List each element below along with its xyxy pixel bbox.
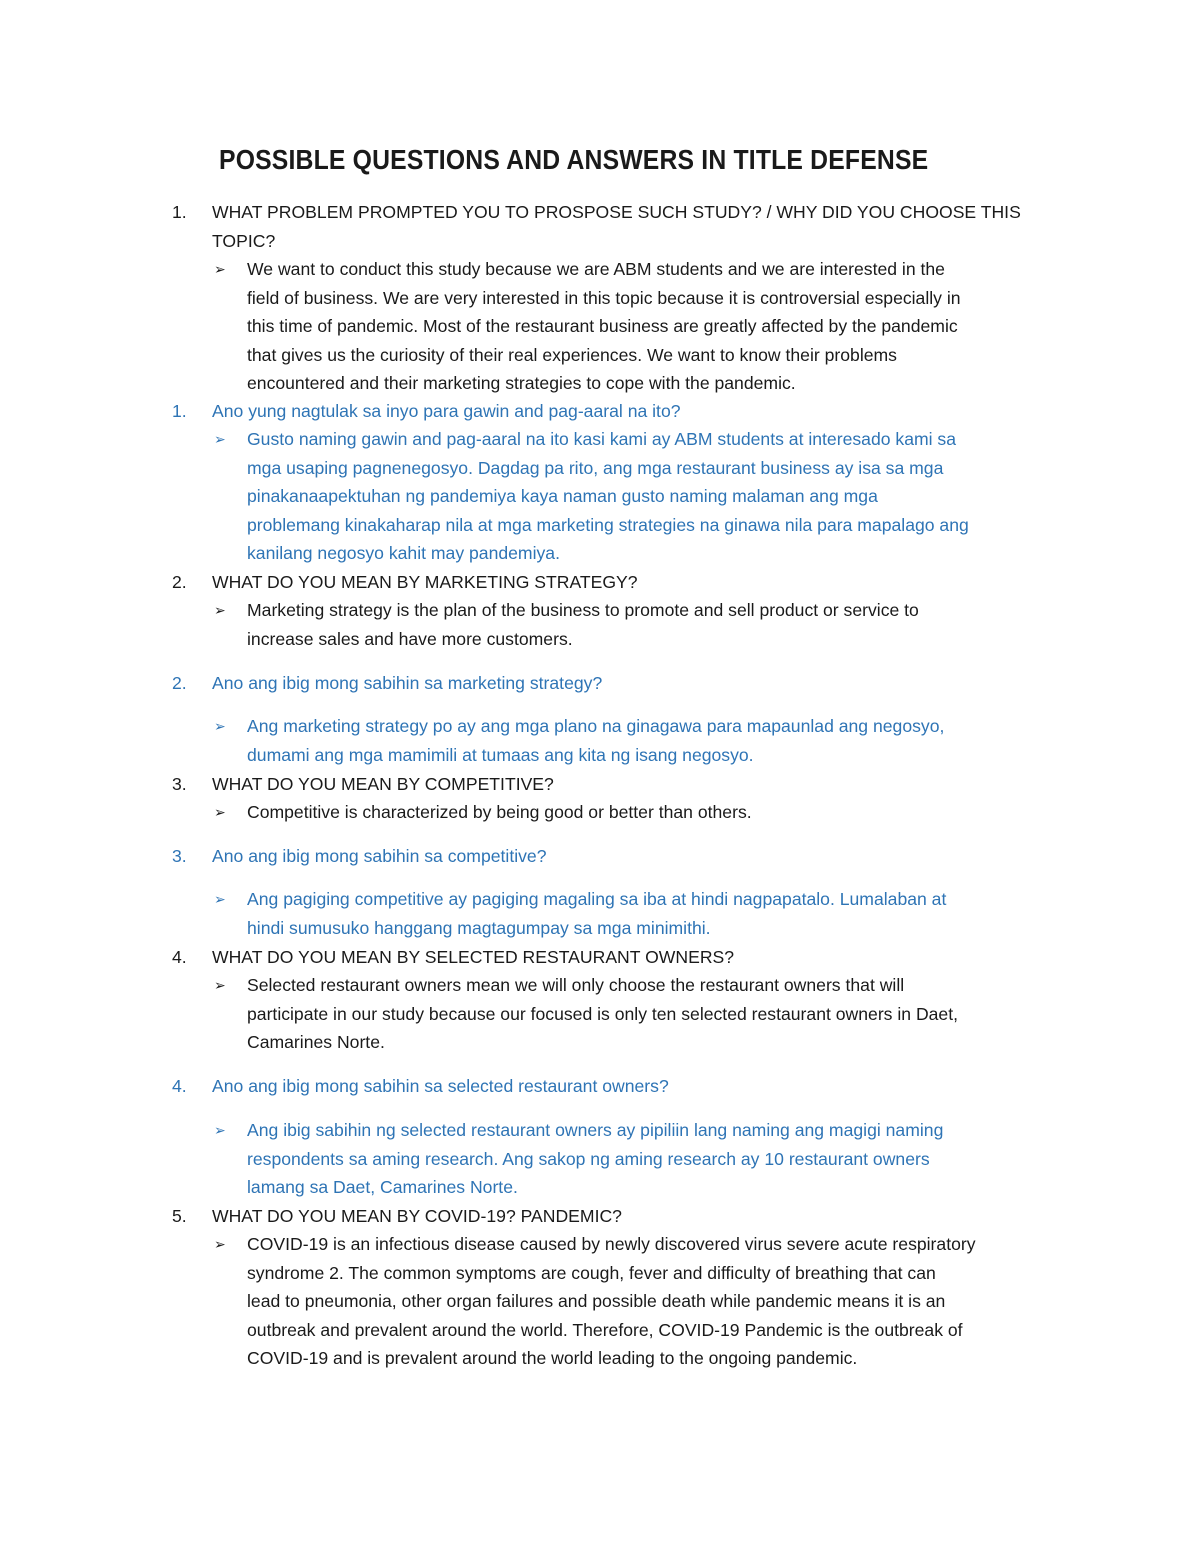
answer-line: pinakanaapektuhan ng pandemiya kaya naman gusto naming malaman ang mga	[247, 486, 878, 506]
item-number: 2.	[172, 673, 187, 693]
question-line: WHAT PROBLEM PROMPTED YOU TO PROSPOSE SUCH STUDY? / WHY DID YOU CHOOSE THIS	[212, 202, 1021, 222]
answer-line: Ang marketing strategy po ay ang mga plano na ginagawa para mapaunlad ang negosyo,	[247, 716, 945, 736]
arrow-bullet-icon: ➢	[214, 804, 226, 820]
item-number: 1.	[172, 401, 187, 421]
item-number: 3.	[172, 846, 187, 866]
question-line: WHAT DO YOU MEAN BY MARKETING STRATEGY?	[212, 572, 638, 592]
item-number: 1.	[172, 202, 187, 222]
question-line: Ano ang ibig mong sabihin sa competitive?	[212, 846, 547, 866]
answer-line: hindi sumusuko hanggang magtagumpay sa mga minimithi.	[247, 917, 711, 938]
item-number: 4.	[172, 947, 187, 967]
answer-line: outbreak and prevalent around the world. Therefore, COVID-19 Pandemic is the outbreak of	[247, 1319, 963, 1340]
document-title: POSSIBLE QUESTIONS AND ANSWERS IN TITLE DEFENSE	[219, 144, 929, 175]
item-number: 4.	[172, 1076, 187, 1096]
answer-line: participate in our study because our focused is only ten selected restaurant owners in Daet,	[247, 1003, 958, 1024]
answer-line: problemang kinakaharap nila at mga marketing strategies na ginawa nila para mapalago ang	[247, 514, 969, 535]
answer-line: Ang pagiging competitive ay pagiging magaling sa iba at hindi nagpapatalo. Lumalaban at	[247, 889, 947, 909]
answer-line: We want to conduct this study because we are ABM students and we are interested in the	[247, 259, 945, 279]
item-number: 5.	[172, 1206, 187, 1226]
answer-line: mga usaping pagnenegosyo. Dagdag pa rito, ang mga restaurant business ay isa sa mga	[247, 457, 944, 478]
arrow-bullet-icon: ➢	[214, 431, 226, 447]
answer-line: Competitive is characterized by being good or better than others.	[247, 802, 752, 822]
answer-line: kanilang negosyo kahit may pandemiya.	[247, 543, 560, 563]
item-number: 2.	[172, 572, 187, 592]
question-line: Ano yung nagtulak sa inyo para gawin and pag-aaral na ito?	[212, 401, 681, 421]
question-line: WHAT DO YOU MEAN BY SELECTED RESTAURANT OWNERS?	[212, 947, 735, 967]
answer-line: Camarines Norte.	[247, 1032, 385, 1052]
arrow-bullet-icon: ➢	[214, 891, 226, 907]
arrow-bullet-icon: ➢	[214, 1122, 226, 1138]
question-line: WHAT DO YOU MEAN BY COVID-19? PANDEMIC?	[212, 1206, 622, 1226]
answer-line: field of business. We are very interested in this topic because it is controversial especially in	[247, 287, 961, 308]
answer-line: COVID-19 is an infectious disease caused by newly discovered virus severe acute respiratory	[247, 1234, 976, 1254]
answer-line: dumami ang mga mamimili at tumaas ang kita ng isang negosyo.	[247, 744, 754, 765]
answer-line: lead to pneumonia, other organ failures and possible death while pandemic means it is an	[247, 1291, 946, 1311]
question-line: Ano ang ibig mong sabihin sa selected restaurant owners?	[212, 1076, 669, 1096]
answer-line: encountered and their marketing strategies to cope with the pandemic.	[247, 373, 796, 393]
arrow-bullet-icon: ➢	[214, 261, 226, 277]
item-number: 3.	[172, 774, 187, 794]
answer-line: this time of pandemic. Most of the restaurant business are greatly affected by the pandemic	[247, 316, 958, 336]
answer-line: Gusto naming gawin and pag-aaral na ito kasi kami ay ABM students at interesado kami sa	[247, 429, 957, 449]
arrow-bullet-icon: ➢	[214, 602, 226, 618]
arrow-bullet-icon: ➢	[214, 718, 226, 734]
answer-line: Ang ibig sabihin ng selected restaurant owners ay pipiliin lang naming ang magigi naming	[247, 1120, 944, 1140]
answer-line: syndrome 2. The common symptoms are cough, fever and difficulty of breathing that can	[247, 1262, 936, 1283]
arrow-bullet-icon: ➢	[214, 977, 226, 993]
answer-line: increase sales and have more customers.	[247, 628, 573, 649]
question-line: WHAT DO YOU MEAN BY COMPETITIVE?	[212, 774, 554, 794]
answer-line: lamang sa Daet, Camarines Norte.	[247, 1177, 518, 1197]
answer-line: Selected restaurant owners mean we will only choose the restaurant owners that will	[247, 975, 905, 995]
arrow-bullet-icon: ➢	[214, 1236, 226, 1252]
question-line: Ano ang ibig mong sabihin sa marketing strategy?	[212, 673, 603, 693]
question-line: TOPIC?	[212, 230, 276, 251]
answer-line: that gives us the curiosity of their real experiences. We want to know their problems	[247, 344, 897, 365]
answer-line: respondents sa aming research. Ang sakop ng aming research ay 10 restaurant owners	[247, 1148, 930, 1169]
answer-line: COVID-19 and is prevalent around the world leading to the ongoing pandemic.	[247, 1348, 858, 1368]
answer-line: Marketing strategy is the plan of the business to promote and sell product or service to	[247, 600, 919, 620]
